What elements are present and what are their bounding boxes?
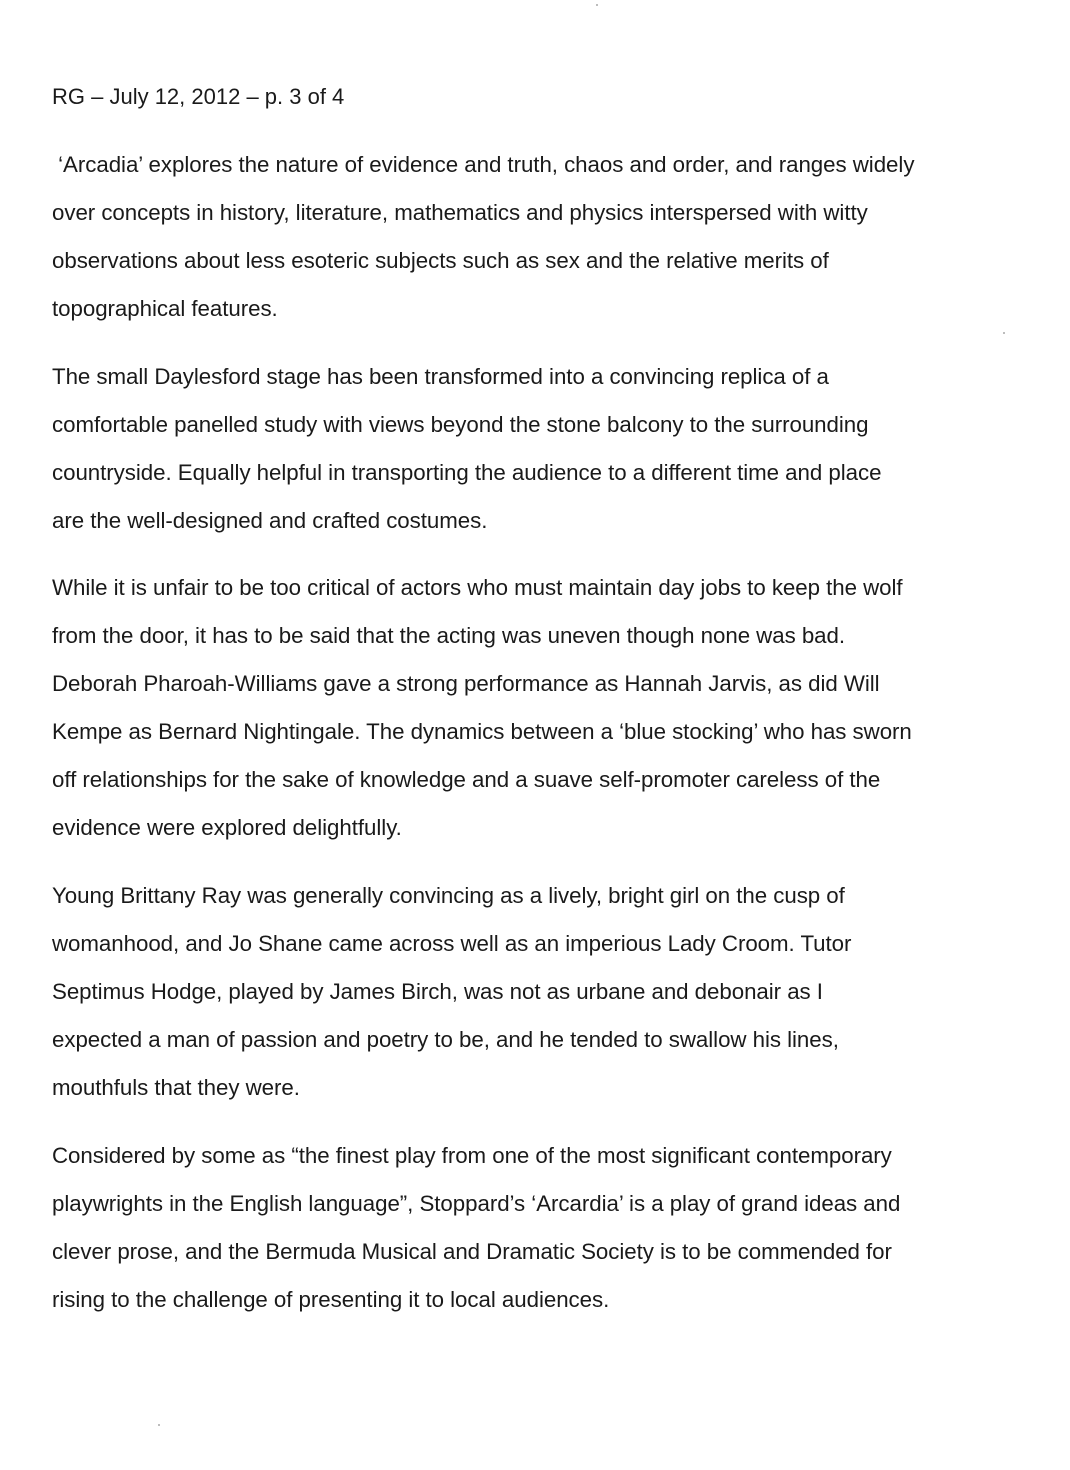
paragraph-2 xyxy=(52,353,1042,545)
scan-speck xyxy=(596,4,598,6)
paragraph-line: Septimus Hodge, played by James Birch, was not as urbane and debonair as I xyxy=(52,979,823,1004)
paragraph-line: While it is unfair to be too critical of actors who must maintain day jobs to keep the wolf xyxy=(52,575,903,600)
paragraph-line: Kempe as Bernard Nightingale. The dynamics between a ‘blue stocking’ who has sworn xyxy=(52,719,912,744)
paragraph-line: playwrights in the English language”, Stoppard’s ‘Arcardia’ is a play of grand ideas and xyxy=(52,1191,901,1216)
paragraph-line: Considered by some as “the finest play from one of the most significant contemporary xyxy=(52,1143,892,1168)
paragraph-line: topographical features. xyxy=(52,296,278,321)
paragraph-line: The small Daylesford stage has been transformed into a convincing replica of a xyxy=(52,364,829,389)
paragraph-line: clever prose, and the Bermuda Musical and Dramatic Society is to be commended for xyxy=(52,1239,892,1264)
scan-speck xyxy=(1003,332,1005,334)
paragraph-line: Deborah Pharoah-Williams gave a strong performance as Hannah Jarvis, as did Will xyxy=(52,671,880,696)
paragraph-4 xyxy=(52,872,1042,1112)
paragraph-line: off relationships for the sake of knowledge and a suave self-promoter careless of the xyxy=(52,767,881,792)
paragraph-1 xyxy=(52,141,1042,333)
paragraph-line: Young Brittany Ray was generally convincing as a lively, bright girl on the cusp of xyxy=(52,883,845,908)
paragraph-3 xyxy=(52,564,1042,852)
paragraph-5 xyxy=(52,1132,1042,1324)
paragraph-line: comfortable panelled study with views beyond the stone balcony to the surrounding xyxy=(52,412,869,437)
paragraph-line: womanhood, and Jo Shane came across well as an imperious Lady Croom. Tutor xyxy=(52,931,852,956)
paragraph-line: from the door, it has to be said that the acting was uneven though none was bad. xyxy=(52,623,846,648)
paragraph-line: mouthfuls that they were. xyxy=(52,1075,300,1100)
paragraph-line: observations about less esoteric subjects such as sex and the relative merits of xyxy=(52,248,829,273)
scan-speck xyxy=(158,1424,160,1426)
paragraph-line: expected a man of passion and poetry to be, and he tended to swallow his lines, xyxy=(52,1027,839,1052)
page-header: RG – July 12, 2012 – p. 3 of 4 xyxy=(52,84,345,109)
paragraph-line: over concepts in history, literature, mathematics and physics interspersed with witty xyxy=(52,200,868,225)
paragraph-line: countryside. Equally helpful in transporting the audience to a different time and place xyxy=(52,460,882,485)
paragraph-line: are the well-designed and crafted costumes. xyxy=(52,508,488,533)
paragraph-line: rising to the challenge of presenting it to local audiences. xyxy=(52,1287,610,1312)
paragraph-line: evidence were explored delightfully. xyxy=(52,815,402,840)
paragraph-line: ‘Arcadia’ explores the nature of evidence and truth, chaos and order, and ranges widely xyxy=(52,152,915,177)
